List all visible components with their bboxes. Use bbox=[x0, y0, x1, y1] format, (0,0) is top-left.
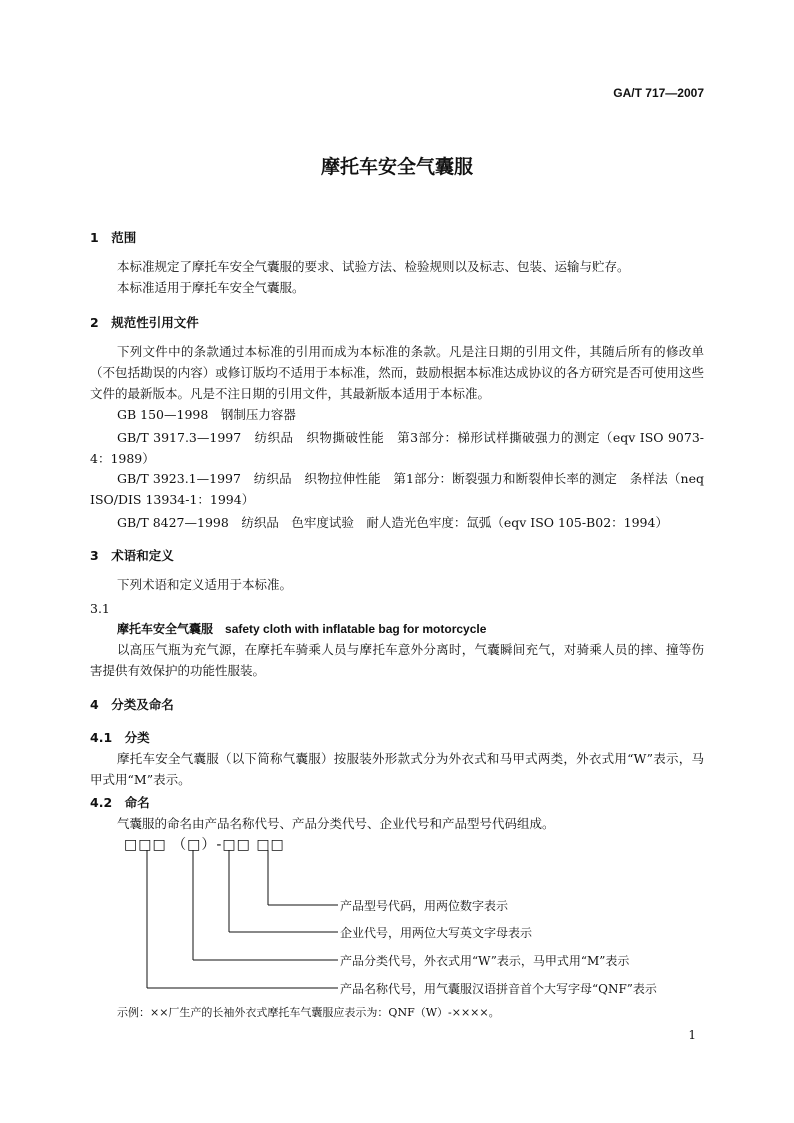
code-boxes: □□□ （□）-□□ □□ bbox=[124, 837, 285, 853]
reference-text: GB/T 3923.1—1997 纺织品 织物拉伸性能 第1部分：断裂强力和断裂伸长率的测定 条样法（neq ISO/DIS 13934-1：1994） bbox=[90, 471, 704, 507]
section-3-intro: 下列术语和定义适用于本标准。 bbox=[117, 577, 293, 592]
section-2-heading: 2 规范性引用文件 bbox=[90, 315, 199, 330]
section-4-heading: 4 分类及命名 bbox=[90, 697, 174, 712]
reference-item: GB/T 8427—1998 纺织品 色牢度试验 耐人造光色牢度：氙弧（eqv ISO 105-B02：1994） bbox=[117, 515, 668, 530]
term-chinese: 摩托车安全气囊服 bbox=[117, 622, 214, 636]
section-1-heading: 1 范围 bbox=[90, 230, 137, 245]
section-2-intro-text: 下列文件中的条款通过本标准的引用而成为本标准的条款。凡是注日期的引用文件，其随后所有的修改单（不包括勘误的内容）或修订版均不适用于本标准，然而，鼓励根据本标准达成协议的各方研究是否可使用这些文件的最新版本。凡是不注日期的引用文件，其最新版本适用于本标准。 bbox=[90, 344, 704, 401]
code-label: 产品型号代码，用两位数字表示 bbox=[340, 899, 509, 913]
term-definition-text: 以高压气瓶为充气源，在摩托车骑乘人员与摩托车意外分离时，气囊瞬间充气，对骑乘人员的摔、撞等伤害提供有效保护的功能性服装。 bbox=[90, 642, 704, 678]
section-3-heading: 3 术语和定义 bbox=[90, 548, 174, 563]
section-4-2-heading: 4.2 命名 bbox=[90, 795, 150, 810]
reference-item: GB 150—1998 钢制压力容器 bbox=[117, 407, 296, 422]
code-label: 企业代号，用两位大写英文字母表示 bbox=[340, 926, 533, 940]
term-english: safety cloth with inflatable bag for motorcycle bbox=[225, 622, 487, 636]
standard-number: GA/T 717—2007 bbox=[613, 86, 704, 100]
section-4-1-text-content: 摩托车安全气囊服（以下简称气囊服）按服装外形款式分为外衣式和马甲式两类，外衣式用“W”表示，马甲式用“M”表示。 bbox=[90, 751, 704, 787]
code-label: 产品分类代号，外衣式用“W”表示，马甲式用“M”表示 bbox=[340, 954, 630, 968]
section-4-1-heading-text: 4.1 分类 bbox=[90, 730, 150, 745]
example-note: 示例：××厂生产的长袖外衣式摩托车气囊服应表示为：QNF（W）-××××。 bbox=[117, 1006, 500, 1019]
section-4-2-text: 气囊服的命名由产品名称代号、产品分类代号、企业代号和产品型号代码组成。 bbox=[117, 816, 555, 831]
section-1-paragraph-2: 本标准适用于摩托车安全气囊服。 bbox=[117, 280, 305, 295]
reference-text: GB/T 3917.3—1997 纺织品 织物撕破性能 第3部分：梯形试样撕破强力的测定（eqv ISO 9073-4：1989） bbox=[90, 430, 704, 466]
clause-number: 3.1 bbox=[90, 601, 110, 616]
section-1-paragraph-1: 本标准规定了摩托车安全气囊服的要求、试验方法、检验规则以及标志、包装、运输与贮存。 bbox=[117, 259, 630, 274]
code-label: 产品名称代号，用气囊服汉语拼音首个大写字母“QNF”表示 bbox=[340, 982, 657, 996]
document-title: 摩托车安全气囊服 bbox=[320, 156, 473, 178]
page-number: 1 bbox=[688, 1028, 696, 1042]
